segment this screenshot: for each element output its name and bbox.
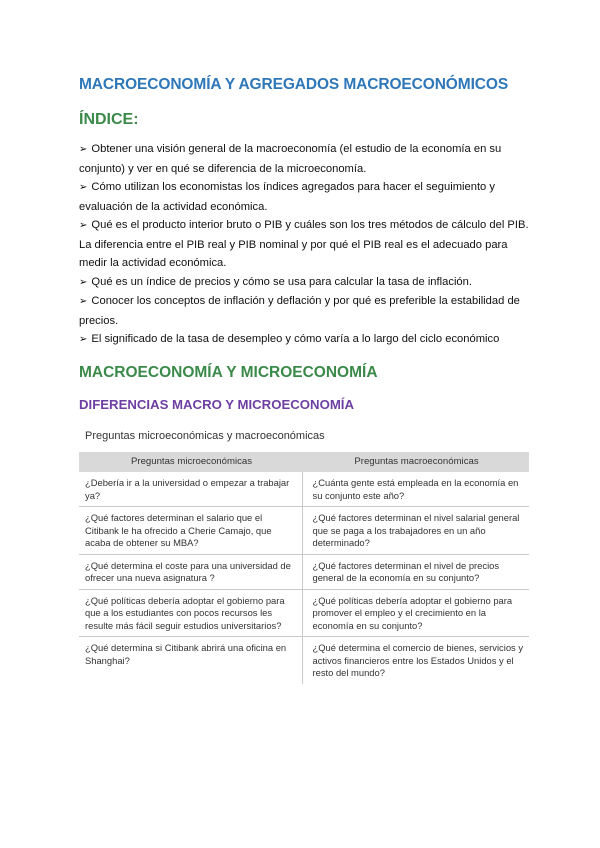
table-row [79,472,529,507]
header-macro: Preguntas macroeconómicas [354,455,479,467]
micro-question: ¿Qué determina el coste para una universidad de ofrecer una nueva asignatura ? [85,559,291,583]
table-row [79,637,529,684]
table-header-row [79,452,529,472]
macro-question: ¿Qué factores determinan el nivel de precios general de la economía en su conjunto? [302,555,530,589]
macro-question: ¿Qué determina el comercio de bienes, servicios y activos financieros entre los Estados Unidos y el resto del mundo? [302,637,530,684]
table-row [79,555,529,590]
arrow-bullet-icon: ➢ [79,144,88,155]
section-heading: MACROECONOMÍA Y MICROECONOMÍA [79,364,378,381]
micro-question: ¿Qué factores determinan el salario que el Citibank le ha ofrecido a Cherie Camajo, que acaba de obtener su MBA? [85,512,272,548]
arrow-bullet-icon: ➢ [79,220,88,231]
micro-question: ¿Qué determina si Citibank abrirá una oficina en Shanghai? [85,642,287,666]
index-bullet-list [79,140,529,350]
bullet-item: ➢ Obtener una visión general de la macroeconomía (el estudio de la economía en su conjunto) y ver en qué se diferencia de la microeconomía. [79,143,502,175]
table-title: Preguntas microeconómicas y macroeconómicas [85,430,325,442]
arrow-bullet-icon: ➢ [79,182,88,193]
bullet-item: ➢ Qué es el producto interior bruto o PIB y cuáles son los tres métodos de cálculo del PIB. La diferencia entre el PIB real y PIB nominal y por qué el PIB real es el adecuado para medir la actividad económica. [79,219,529,269]
arrow-bullet-icon: ➢ [79,296,88,307]
arrow-bullet-icon: ➢ [79,334,88,345]
micro-question: ¿Qué políticas debería adoptar el gobierno para que a los estudiantes con pocos recursos les resulte más fácil seguir estudios universitarios? [85,594,285,631]
macro-question: ¿Qué políticas debería adoptar el gobierno para promover el empleo y el crecimiento en la economía en su conjunto? [302,590,530,637]
bullet-item: ➢ Conocer los conceptos de inflación y deflación y por qué es preferible la estabilidad de precios. [79,295,520,327]
bullet-item: ➢ El significado de la tasa de desempleo y cómo varía a lo largo del ciclo económico [79,333,500,345]
header-micro: Preguntas microeconómicas [130,455,253,467]
bullet-item: ➢ Cómo utilizan los economistas los índices agregados para hacer el seguimiento y evaluación de la actividad económica. [79,181,495,213]
macro-question: ¿Cuánta gente está empleada en la economía en su conjunto este año? [302,472,530,506]
index-heading: ÍNDICE: [79,111,139,128]
table-row [79,590,529,638]
arrow-bullet-icon: ➢ [79,276,88,288]
bullet-item: ➢ Qué es un índice de precios y cómo se usa para calcular la tasa de inflación. [79,275,472,288]
subsection-heading: DIFERENCIAS MACRO Y MICROECONOMÍA [79,397,354,412]
document-title: MACROECONOMÍA Y AGREGADOS MACROECONÓMICOS [79,76,509,93]
micro-question: ¿Debería ir a la universidad o empezar a trabajar ya? [85,477,290,501]
table-row [79,507,529,555]
questions-table [79,452,529,684]
macro-question: ¿Qué factores determinan el nivel salarial general que se paga a los trabajadores en un año determinado? [302,507,530,554]
